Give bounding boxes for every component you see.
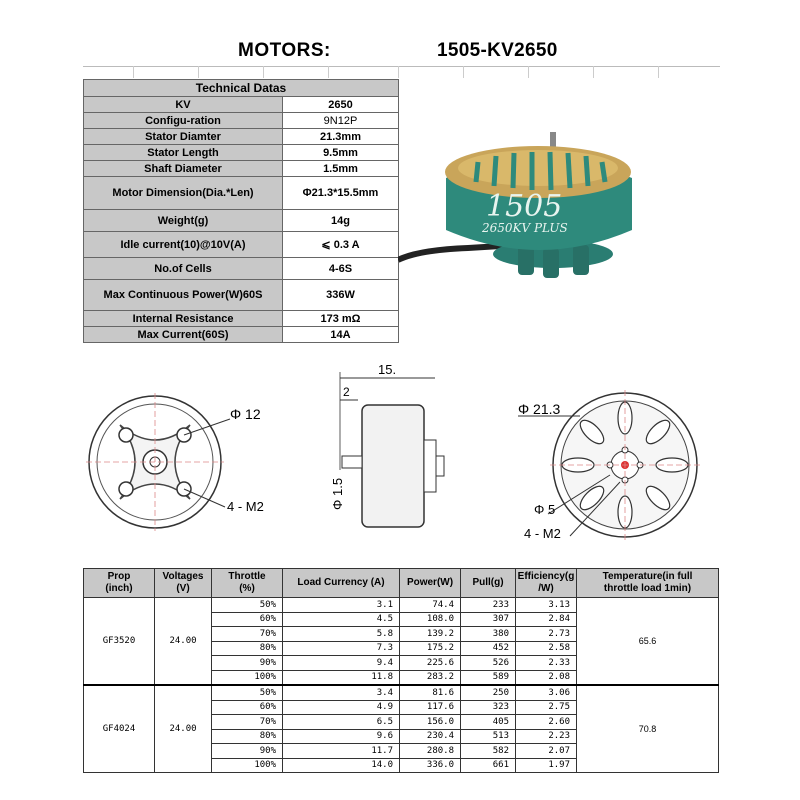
photo-label-1: 1505 xyxy=(486,189,563,224)
table-cell: 230.4 xyxy=(400,729,461,744)
table-cell: 70.8 xyxy=(577,685,719,773)
table-cell: 2.60 xyxy=(516,715,577,730)
label-top-2: 2 xyxy=(343,385,350,399)
spec-value: 14A xyxy=(283,327,399,343)
table-cell: 2.08 xyxy=(516,670,577,685)
spec-value: ⩽ 0.3 A xyxy=(283,232,399,258)
col-header: Load Currency (A) xyxy=(283,569,400,598)
spec-value: 173 mΩ xyxy=(283,311,399,327)
table-cell: 2.75 xyxy=(516,700,577,715)
table-cell: 139.2 xyxy=(400,627,461,642)
table-cell: 336.0 xyxy=(400,758,461,773)
table-cell: 81.6 xyxy=(400,685,461,700)
table-cell: 3.13 xyxy=(516,598,577,613)
col-header: Prop (inch) xyxy=(84,569,155,598)
technical-data-table xyxy=(83,79,399,343)
table-cell: 250 xyxy=(461,685,516,700)
table-cell: 2.58 xyxy=(516,641,577,656)
table-cell: 2.23 xyxy=(516,729,577,744)
spec-value: 9N12P xyxy=(283,113,399,129)
table-row xyxy=(84,685,719,700)
table-cell: 117.6 xyxy=(400,700,461,715)
col-header: Power(W) xyxy=(400,569,461,598)
table-cell: 280.8 xyxy=(400,744,461,759)
page-header xyxy=(0,34,800,70)
table-cell: 50% xyxy=(212,685,283,700)
spec-value: 2650 xyxy=(283,97,399,113)
spec-key: No.of Cells xyxy=(84,258,283,280)
table-cell: 3.4 xyxy=(283,685,400,700)
table-cell: 175.2 xyxy=(400,641,461,656)
spec-value: 336W xyxy=(283,280,399,311)
col-header: Pull(g) xyxy=(461,569,516,598)
table-cell: 80% xyxy=(212,641,283,656)
table-cell: 3.06 xyxy=(516,685,577,700)
table-cell: 80% xyxy=(212,729,283,744)
performance-table xyxy=(83,568,719,773)
table-cell: 582 xyxy=(461,744,516,759)
spec-value: Φ21.3*15.5mm xyxy=(283,177,399,210)
table-cell: 2.33 xyxy=(516,656,577,671)
spec-value: 21.3mm xyxy=(283,129,399,145)
motors-label: MOTORS: xyxy=(238,40,331,61)
spec-value: 1.5mm xyxy=(283,161,399,177)
table-cell: 9.6 xyxy=(283,729,400,744)
spec-value: 9.5mm xyxy=(283,145,399,161)
col-header: Throttle (%) xyxy=(212,569,283,598)
table-cell: 233 xyxy=(461,598,516,613)
header-ticks xyxy=(83,66,720,78)
bottom-view-drawing xyxy=(80,385,310,545)
table-cell: 60% xyxy=(212,612,283,627)
table-cell: 4.9 xyxy=(283,700,400,715)
spec-key: Weight(g) xyxy=(84,210,283,232)
table-cell: 589 xyxy=(461,670,516,685)
table-cell: 60% xyxy=(212,700,283,715)
table-cell: 283.2 xyxy=(400,670,461,685)
table-cell: 14.0 xyxy=(283,758,400,773)
table-cell: 108.0 xyxy=(400,612,461,627)
table-cell: 1.97 xyxy=(516,758,577,773)
spec-key: Idle current(10)@10V(A) xyxy=(84,232,283,258)
spec-key: Shaft Diameter xyxy=(84,161,283,177)
table-cell: 2.73 xyxy=(516,627,577,642)
label-length: 15. xyxy=(378,362,397,377)
spec-value: 4-6S xyxy=(283,258,399,280)
table-cell: 74.4 xyxy=(400,598,461,613)
spec-key: Configu-ration xyxy=(84,113,283,129)
col-header: Voltages (V) xyxy=(155,569,212,598)
motor-model: 1505-KV2650 xyxy=(437,40,558,61)
table-cell: 4.5 xyxy=(283,612,400,627)
col-header: Efficiency(g /W) xyxy=(516,569,577,598)
table-cell: GF4024 xyxy=(84,685,155,773)
spec-key: Max Continuous Power(W)60S xyxy=(84,280,283,311)
table-cell: 225.6 xyxy=(400,656,461,671)
table-cell: 9.4 xyxy=(283,656,400,671)
label-holes-left: 4 - M2 xyxy=(227,499,264,514)
table-cell: 70% xyxy=(212,627,283,642)
table-row xyxy=(84,598,719,613)
spec-title: Technical Datas xyxy=(84,80,399,97)
label-shaft: Φ 1.5 xyxy=(330,477,345,510)
table-cell: 661 xyxy=(461,758,516,773)
table-cell: 90% xyxy=(212,744,283,759)
spec-key: KV xyxy=(84,97,283,113)
table-cell: 100% xyxy=(212,670,283,685)
table-cell: 100% xyxy=(212,758,283,773)
table-cell: 24.00 xyxy=(155,685,212,773)
table-cell: 11.7 xyxy=(283,744,400,759)
table-cell: 2.84 xyxy=(516,612,577,627)
spec-value: 14g xyxy=(283,210,399,232)
table-cell: 3.1 xyxy=(283,598,400,613)
table-cell: 526 xyxy=(461,656,516,671)
col-header: Temperature(in full throttle load 1min) xyxy=(577,569,719,598)
spec-key: Internal Resistance xyxy=(84,311,283,327)
table-cell: 307 xyxy=(461,612,516,627)
label-holes-right: 4 - M2 xyxy=(524,526,561,541)
spec-key: Motor Dimension(Dia.*Len) xyxy=(84,177,283,210)
table-cell: 5.8 xyxy=(283,627,400,642)
table-cell: 452 xyxy=(461,641,516,656)
label-dia-12: Φ 12 xyxy=(230,406,261,422)
table-cell: GF3520 xyxy=(84,598,155,686)
photo-label-2: 2650KV PLUS xyxy=(482,221,568,235)
label-dia-5: Φ 5 xyxy=(534,502,556,517)
label-dia-21-3: Φ 21.3 xyxy=(518,401,561,417)
top-view-drawing xyxy=(510,390,720,550)
table-cell: 90% xyxy=(212,656,283,671)
table-cell: 156.0 xyxy=(400,715,461,730)
table-cell: 6.5 xyxy=(283,715,400,730)
motor-photo xyxy=(398,120,638,320)
side-view-drawing xyxy=(320,360,460,530)
spec-key: Stator Diamter xyxy=(84,129,283,145)
spec-key: Max Current(60S) xyxy=(84,327,283,343)
table-cell: 7.3 xyxy=(283,641,400,656)
spec-key: Stator Length xyxy=(84,145,283,161)
table-cell: 323 xyxy=(461,700,516,715)
table-cell: 2.07 xyxy=(516,744,577,759)
table-cell: 11.8 xyxy=(283,670,400,685)
table-cell: 405 xyxy=(461,715,516,730)
table-cell: 513 xyxy=(461,729,516,744)
table-cell: 65.6 xyxy=(577,598,719,686)
table-cell: 380 xyxy=(461,627,516,642)
table-cell: 24.00 xyxy=(155,598,212,686)
table-cell: 70% xyxy=(212,715,283,730)
table-cell: 50% xyxy=(212,598,283,613)
